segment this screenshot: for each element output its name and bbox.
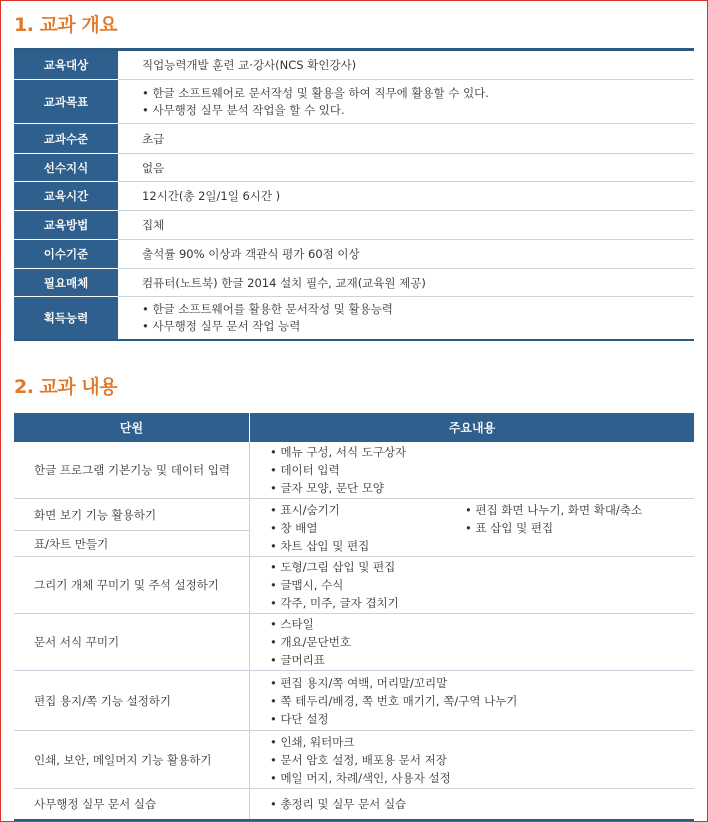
overview-row: [14, 240, 694, 269]
list-item: • 편집 화면 나누기, 화면 확대/축소: [465, 501, 642, 519]
table-row: [14, 499, 694, 531]
list-item: • 총정리 및 실무 문서 실습: [270, 795, 693, 813]
header-unit: 단원: [14, 413, 250, 442]
table-row: [14, 557, 694, 614]
list-item: • 사무행정 실무 분석 작업을 할 수 있다.: [142, 102, 694, 119]
row-label: 교과수준: [14, 124, 118, 154]
table-row: [14, 731, 694, 789]
list-item: • 표시/숨기기: [270, 501, 465, 519]
unit-cell: 사무행정 실무 문서 실습: [14, 789, 250, 820]
list-item: • 글맵시, 수식: [270, 576, 693, 594]
row-label: 교과목표: [14, 80, 118, 124]
overview-row: [14, 211, 694, 240]
list-item: • 사무행정 실무 문서 작업 능력: [142, 318, 694, 335]
row-label: 획득능력: [14, 297, 118, 340]
row-label: 이수기준: [14, 240, 118, 269]
section-title-overview: 1. 교과 개요: [14, 14, 118, 36]
list-item: • 도형/그림 삽입 및 편집: [270, 558, 693, 576]
list-item: • 문서 암호 설정, 배포용 문서 저장: [270, 751, 693, 769]
section-title-content: 2. 교과 내용: [14, 376, 118, 398]
row-value: 초급: [118, 124, 694, 154]
content-table: [14, 413, 694, 821]
overview-row: [14, 80, 694, 124]
unit-cell: 그리기 개체 꾸미기 및 주석 설정하기: [14, 557, 250, 614]
table-row: [14, 671, 694, 731]
list-item: • 인쇄, 워터마크: [270, 733, 693, 751]
list-item: • 데이터 입력: [270, 461, 693, 479]
list-item: • 개요/문단번호: [270, 633, 693, 651]
table-header: [14, 413, 694, 442]
unit-cell: 문서 서식 꾸미기: [14, 614, 250, 671]
table-row: [14, 614, 694, 671]
overview-row: [14, 50, 694, 80]
list-item: • 표 삽입 및 편집: [465, 519, 642, 537]
overview-row: [14, 297, 694, 340]
row-label: 필요매체: [14, 269, 118, 297]
unit-cell: 편집 용지/쪽 기능 설정하기: [14, 671, 250, 731]
list-item: • 메뉴 구성, 서식 도구상자: [270, 443, 693, 461]
unit-cell: 표/차트 만들기: [14, 531, 250, 557]
list-item: • 글자 모양, 문단 모양: [270, 479, 693, 497]
row-label: 선수지식: [14, 154, 118, 182]
unit-cell: 화면 보기 기능 활용하기: [14, 499, 250, 531]
header-content: 주요내용: [250, 413, 695, 442]
overview-table: [14, 48, 694, 341]
list-item: • 한글 소프트웨어로 문서작성 및 활용을 하여 직무에 활용할 수 있다.: [142, 85, 694, 102]
list-item: • 창 배열: [270, 519, 465, 537]
list-item: • 스타일: [270, 615, 693, 633]
list-item: • 차트 삽입 및 편집: [270, 537, 465, 555]
row-label: 교육시간: [14, 182, 118, 211]
row-value: 컴퓨터(노트북) 한글 2014 설치 필수, 교재(교육원 제공): [118, 269, 694, 297]
overview-row: [14, 154, 694, 182]
list-item: • 다단 설정: [270, 710, 693, 728]
list-item: • 편집 용지/쪽 여백, 머리말/꼬리말: [270, 674, 693, 692]
row-value: 집체: [118, 211, 694, 240]
list-item: • 각주, 미주, 글자 겹치기: [270, 594, 693, 612]
table-row: [14, 442, 694, 499]
overview-row: [14, 182, 694, 211]
list-item: • 글머리표: [270, 651, 693, 669]
overview-row: [14, 269, 694, 297]
row-value: 직업능력개발 훈련 교·강사(NCS 확인강사): [118, 50, 694, 80]
unit-cell: 인쇄, 보안, 메일머지 기능 활용하기: [14, 731, 250, 789]
list-item: • 한글 소프트웨어를 활용한 문서작성 및 활용능력: [142, 301, 694, 318]
row-value: 12시간(총 2일/1일 6시간 ): [118, 182, 694, 211]
list-item: • 쪽 테두리/배경, 쪽 번호 매기기, 쪽/구역 나누기: [270, 692, 693, 710]
unit-cell: 한글 프로그램 기본기능 및 데이터 입력: [14, 442, 250, 499]
overview-row: [14, 124, 694, 154]
row-value: 출석률 90% 이상과 객관식 평가 60점 이상: [118, 240, 694, 269]
list-item: • 메일 머지, 차례/색인, 사용자 설정: [270, 769, 693, 787]
table-row: [14, 789, 694, 820]
row-label: 교육대상: [14, 50, 118, 80]
row-value: 없음: [118, 154, 694, 182]
row-label: 교육방법: [14, 211, 118, 240]
